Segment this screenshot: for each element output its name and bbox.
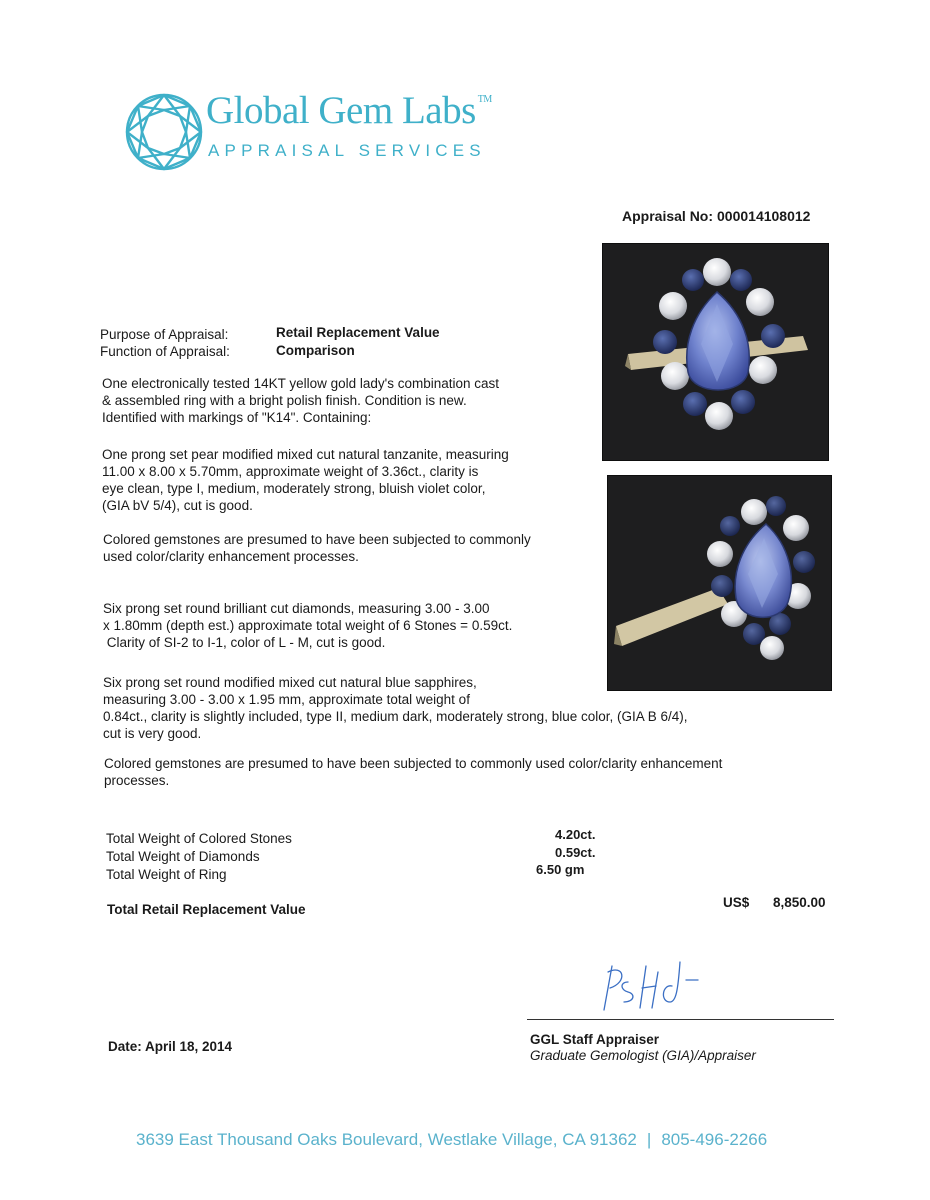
logo-subtitle: APPRAISAL SERVICES [208, 141, 486, 160]
total-colored-stones-value: 4.20ct. [555, 827, 596, 842]
total-retail-currency: US$ [723, 895, 750, 910]
footer-contact [136, 1130, 767, 1150]
total-retail-label: Total Retail Replacement Value [107, 902, 306, 917]
tanzanite-description [102, 446, 509, 514]
total-retail-value: 8,850.00 [773, 895, 826, 910]
function-label: Function of Appraisal: [100, 344, 230, 359]
enhancement-note [103, 531, 531, 565]
text-line: (GIA bV 5/4), cut is good. [102, 498, 253, 513]
text-line: measuring 3.00 - 3.00 x 1.95 mm, approximate total weight of [103, 692, 470, 707]
text-line: processes. [104, 773, 170, 788]
logo-name: Global Gem Labs ™ [206, 89, 492, 132]
footer-phone: 805-496-2266 [661, 1130, 768, 1149]
footer-address: 3639 East Thousand Oaks Boulevard, Westlake Village, CA 91362 [136, 1130, 637, 1149]
footer-separator: | [646, 1130, 652, 1149]
function-value: Comparison [276, 343, 355, 358]
text-line: Six prong set round brilliant cut diamonds, measuring 3.00 - 3.00 [103, 601, 490, 616]
text-line: eye clean, type I, medium, moderately strong, bluish violet color, [102, 481, 486, 496]
text-line: 0.84ct., clarity is slightly included, type II, medium dark, moderately strong, blue color, (GIA B 6/4), [103, 709, 688, 724]
total-ring-value: 6.50 gm [536, 862, 585, 877]
ring-description [102, 375, 499, 426]
total-colored-stones-label: Total Weight of Colored Stones [106, 831, 292, 846]
appraiser-title: Graduate Gemologist (GIA)/Appraiser [530, 1048, 756, 1063]
ring-front-photo [602, 243, 829, 461]
purpose-value: Retail Replacement Value [276, 325, 440, 340]
trademark-mark: TM [477, 94, 492, 105]
text-line: Colored gemstones are presumed to have been subjected to commonly [103, 532, 531, 547]
text-line: Colored gemstones are presumed to have been subjected to commonly used color/clarity enhancement [104, 756, 723, 771]
total-diamonds-value: 0.59ct. [555, 845, 596, 860]
text-line: One prong set pear modified mixed cut natural tanzanite, measuring [102, 447, 509, 462]
text-line: Identified with markings of "K14". Containing: [102, 410, 372, 425]
total-diamonds-label: Total Weight of Diamonds [106, 849, 260, 864]
appraisal-date: Date: April 18, 2014 [108, 1039, 233, 1054]
enhancement-note-2 [104, 755, 722, 789]
signature-line [527, 1019, 834, 1020]
diamonds-description [103, 600, 512, 651]
text-line: Clarity of SI-2 to I-1, color of L - M, cut is good. [103, 635, 386, 650]
gem-logo-icon [124, 92, 204, 172]
text-line: & assembled ring with a bright polish finish. Condition is new. [102, 393, 467, 408]
text-line: Six prong set round modified mixed cut natural blue sapphires, [103, 675, 477, 690]
appraiser-name: GGL Staff Appraiser [530, 1032, 660, 1047]
text-line: x 1.80mm (depth est.) approximate total weight of 6 Stones = 0.59ct. [103, 618, 513, 633]
handwritten-signature [590, 958, 710, 1018]
appraisal-number [622, 208, 810, 224]
text-line: used color/clarity enhancement processes. [103, 549, 359, 564]
text-line: cut is very good. [103, 726, 202, 741]
sapphires-description [103, 674, 688, 742]
text-line: One electronically tested 14KT yellow gold lady's combination cast [102, 376, 500, 391]
text-line: 11.00 x 8.00 x 5.70mm, approximate weight of 3.36ct., clarity is [102, 464, 479, 479]
total-ring-label: Total Weight of Ring [106, 867, 227, 882]
appraisal-number-label: Appraisal No: [622, 208, 714, 224]
ring-angle-photo [607, 475, 832, 691]
purpose-label: Purpose of Appraisal: [100, 327, 229, 342]
appraisal-number-value: 000014108012 [717, 208, 811, 224]
